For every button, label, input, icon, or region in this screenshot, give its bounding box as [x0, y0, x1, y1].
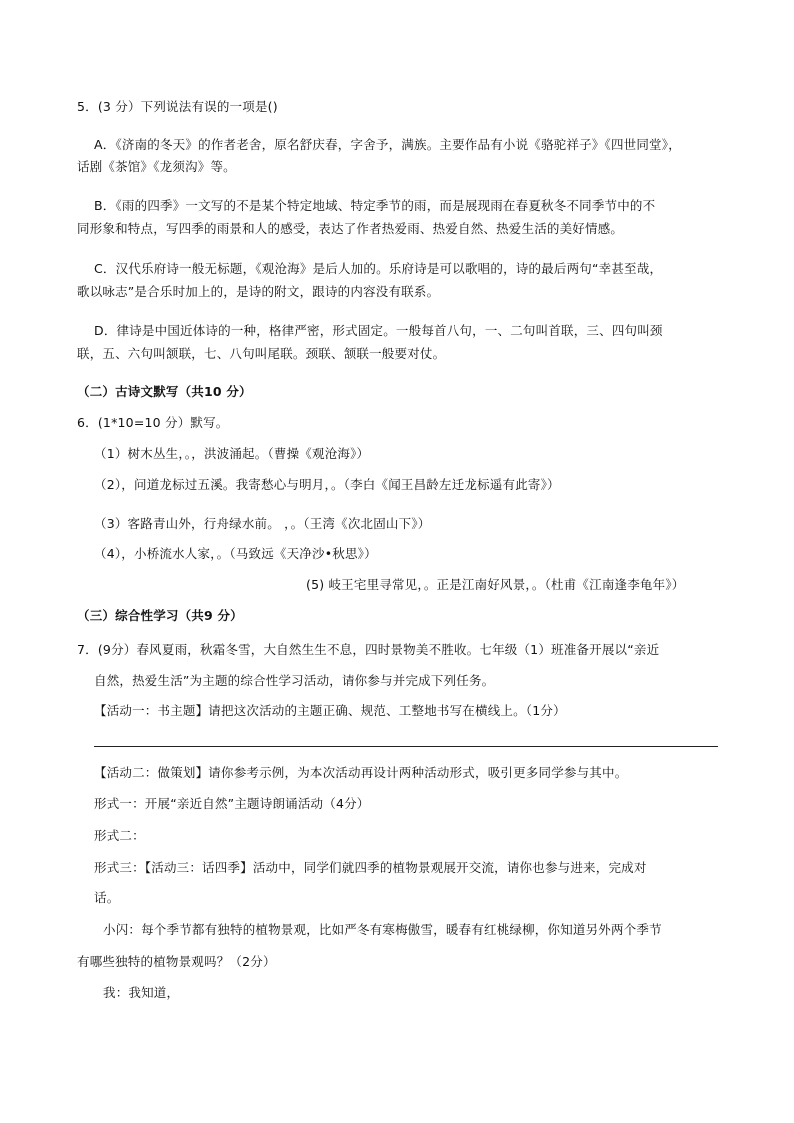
q7-dialogue-xiaoshan-line2: 有哪些独特的植物景观吗？（2分） [77, 954, 276, 969]
q6-stem: 6．(1*10=10 分）默写。 [77, 415, 229, 430]
q5-option-d-line2: 联，五、六句叫颔联，七、八句叫尾联。颈联、颔联一般要对仗。 [77, 346, 446, 361]
q7-form-3-line2: 话。 [94, 890, 120, 905]
q7-activity-1: 【活动一：书主题】请把这次活动的主题正确、规范、工整地书写在横线上。（1分） [94, 703, 566, 718]
q7-dialogue-xiaoshan-line1: 小闪：每个季节都有独特的植物景观，比如严冬有寒梅傲雪，暖春有红桃绿柳，你知道另外两个季节 [103, 922, 662, 937]
q6-item-3: （3）客路青山外，行舟绿水前。 ，。（王湾《次北固山下》） [94, 516, 431, 531]
q5-option-b-line1: B．《雨的四季》一文写的不是某个特定地域、特定季节的雨，而是展现雨在春夏秋冬不同季节中的不 [94, 198, 656, 213]
q7-stem-line2: 自然，热爱生活”为主题的综合性学习活动，请你参与并完成下列任务。 [94, 673, 495, 688]
q6-item-1: （1）树木丛生，。，洪波涌起。（曹操《观沧海》） [94, 446, 370, 461]
section-3-title: （三）综合性学习（共9 分） [77, 608, 243, 623]
q7-dialogue-me: 我：我知道， [103, 985, 180, 1000]
q5-option-d-line1: D．律诗是中国近体诗的一种，格律严密，形式固定。一般每首八句，一、二句叫首联，三、四句叫颈 [94, 323, 663, 338]
q5-option-a-line1: A．《济南的冬天》的作者老舍，原名舒庆春，字舍予，满族。主要作品有小说《骆驼祥子》《四世同堂》， [94, 137, 681, 152]
q7-stem-line1: 7．(9分）春风夏雨，秋霜冬雪，大自然生生不息，四时景物美不胜收。七年级（1）班准备开展以“亲近 [77, 642, 660, 657]
answer-line[interactable] [94, 746, 718, 747]
q6-item-5: (5) 岐王宅里寻常见，。正是江南好风景，。（杜甫《江南逢李龟年》） [306, 577, 685, 592]
q7-form-1: 形式一：开展“亲近自然”主题诗朗诵活动（4分） [94, 796, 370, 811]
q7-activity-2: 【活动二：做策划】请你参考示例，为本次活动再设计两种活动形式，吸引更多同学参与其中。 [94, 765, 628, 780]
q5-stem: 5．(3 分）下列说法有误的一项是() [77, 99, 278, 114]
q5-option-c-line2: 歌以咏志”是合乐时加上的，是诗的附文，跟诗的内容没有联系。 [77, 284, 440, 299]
q5-option-c-line1: C．汉代乐府诗一般无标题，《观沧海》是后人加的。乐府诗是可以歌唱的，诗的最后两句“幸甚至哉， [94, 261, 663, 276]
q6-item-2: （2），问道龙标过五溪。我寄愁心与明月，。（李白《闻王昌龄左迁龙标遥有此寄》） [94, 477, 560, 492]
q7-form-2: 形式二： [94, 828, 145, 843]
q5-option-b-line2: 同形象和特点，写四季的雨景和人的感受，表达了作者热爱雨、热爱自然、热爱生活的美好情感。 [77, 221, 624, 236]
q6-item-4: （4），小桥流水人家，。（马致远《天净沙•秋思》） [94, 546, 377, 561]
section-2-title: （二）古诗文默写（共10 分） [77, 384, 252, 399]
q7-form-3-line1: 形式三：【活动三：话四季】活动中，同学们就四季的植物景观展开交流，请你也参与进来，完成对 [94, 860, 647, 875]
q5-option-a-line2: 话剧《茶馆》《龙须沟》等。 [77, 159, 236, 174]
